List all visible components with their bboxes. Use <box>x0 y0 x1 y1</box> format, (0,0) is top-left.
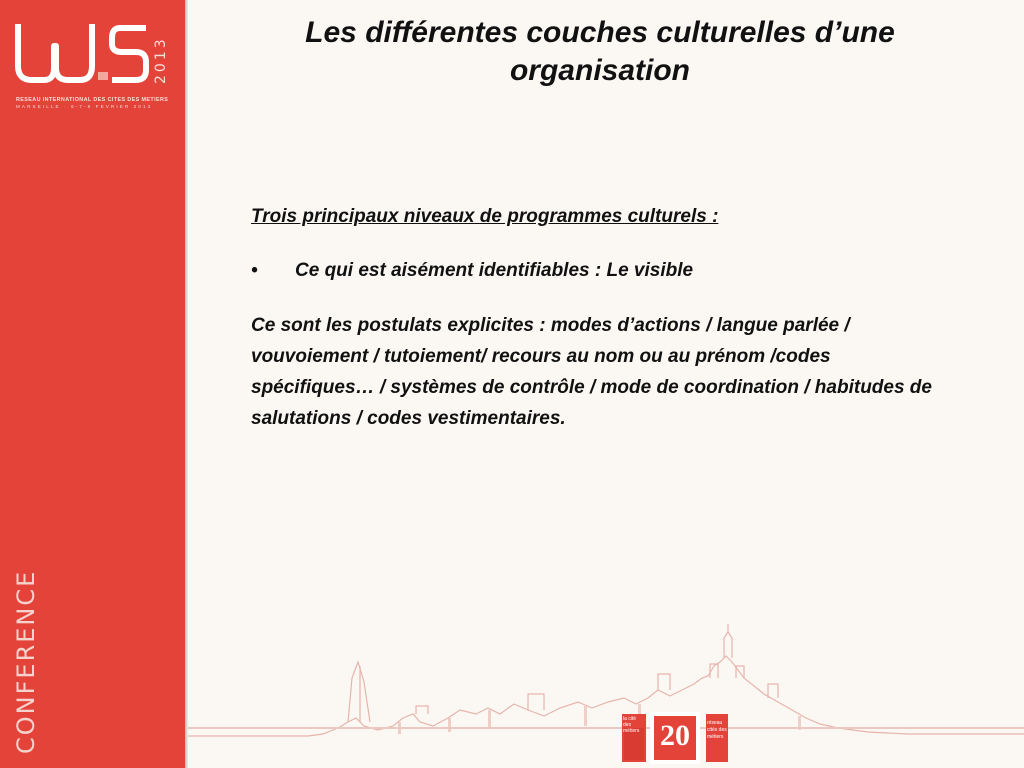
slide-content <box>251 206 971 434</box>
anniversary-number: 20 <box>660 719 690 752</box>
city-skyline-illustration <box>188 618 1024 768</box>
skyline-baseline <box>188 727 1024 729</box>
logo-dates: MARSEILLE · 6-7-8 FEVRIER 2013 <box>16 104 153 109</box>
ws2013-logo <box>14 16 174 96</box>
section-subtitle: Trois principaux niveaux de programmes culturels : <box>251 206 719 227</box>
bullet-item <box>251 260 971 282</box>
bullet-marker: • <box>251 260 258 281</box>
right-badge-label: réseau cités des métiers <box>707 720 727 740</box>
sidebar <box>0 0 185 768</box>
body-paragraph: Ce sont les postulats explicites : modes d’actions / langue parlée / vouvoiement / tutoiement/ recours au nom ou au prénom /codes spécifiques… / systèmes de contrôle / mode de coordination / habitudes de salutations / codes vestimentaires. <box>251 315 932 429</box>
logo-tagline: RESEAU INTERNATIONAL DES CITES DES METIERS <box>16 97 169 103</box>
slide-title: Les différentes couches culturelles d’une organisation <box>305 16 895 87</box>
left-badge-label: la cité des métiers <box>623 716 640 734</box>
logo-year: 2013 <box>153 36 169 84</box>
bullet-text: Ce qui est aisément identifiables : Le visible <box>295 260 694 281</box>
conference-label: CONFERENCE <box>12 569 40 754</box>
